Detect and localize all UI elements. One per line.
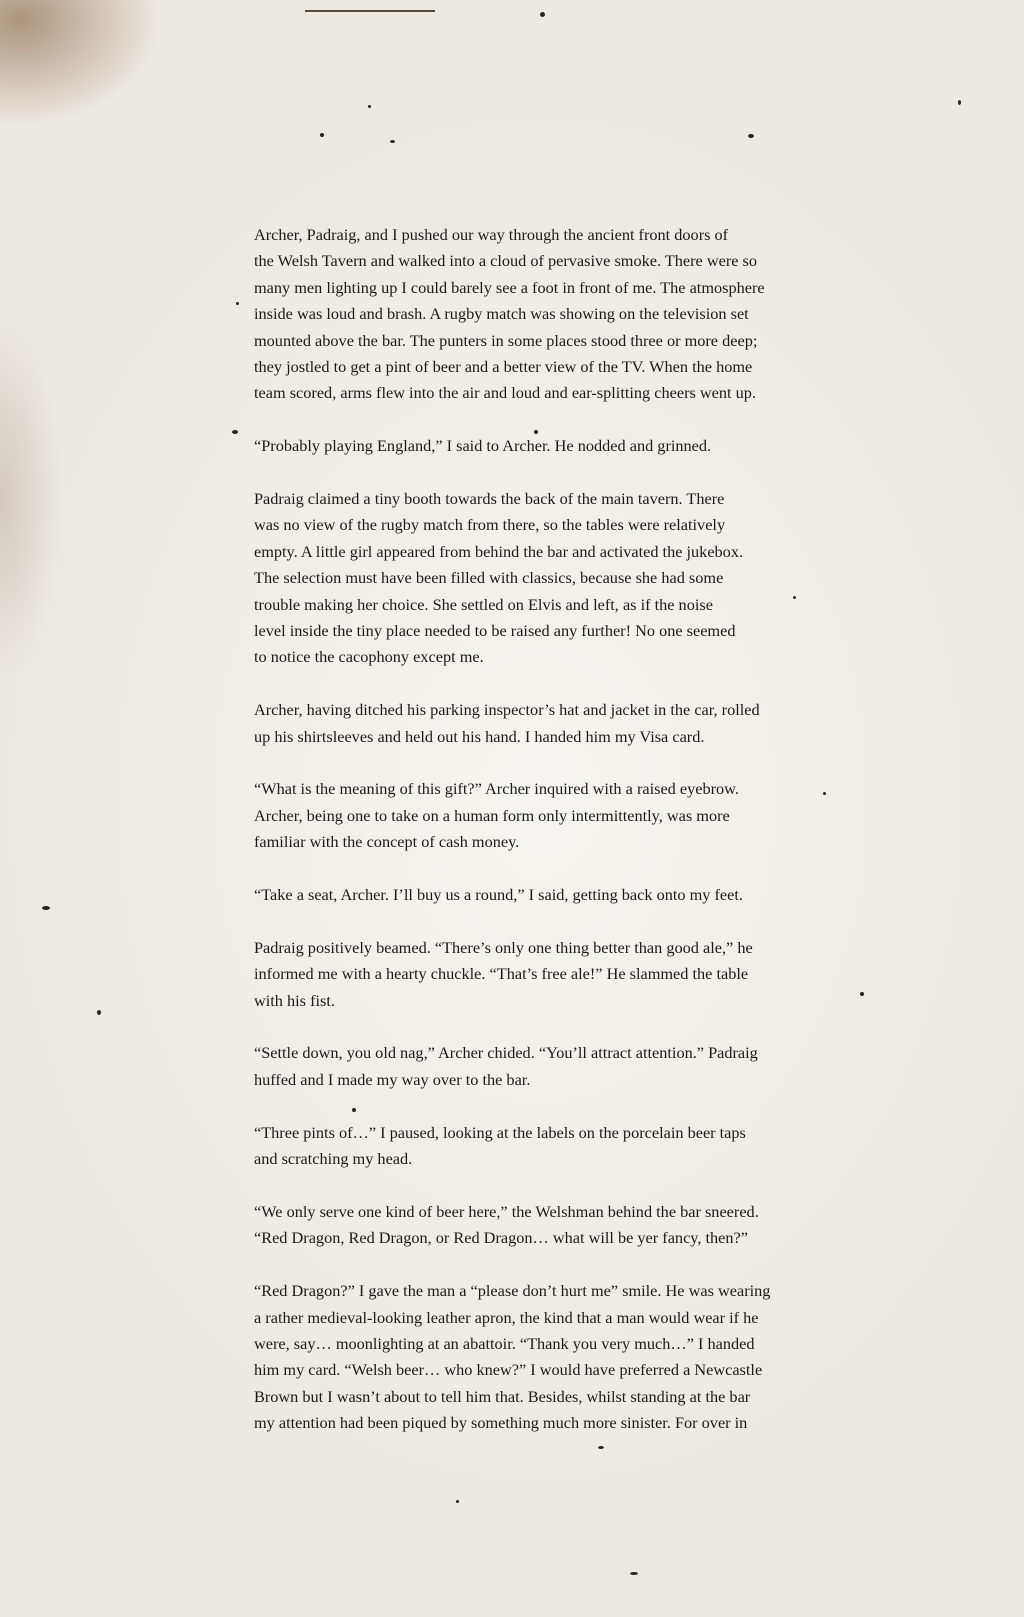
ink-speck [236,302,239,305]
paragraph: “Red Dragon?” I gave the man a “please don’t hurt me” smile. He was wearing a rather medieval-looking leather apron, the kind that a man would wear if he were, say… moonlighting at an abattoir. “Thank you very much…” I handed him my card. “Welsh beer… who knew?” I would have preferred a Newcastle Brown but I wasn’t about to tell him that. Besides, whilst standing at the bar my attention had been piqued by something much more sinister. For over in [254,1281,771,1433]
decorative-rule [305,10,435,12]
paragraph: “We only serve one kind of beer here,” the Welshman behind the bar sneered. “Red Dragon, Red Dragon, or Red Dragon… what will be yer fancy, then?” [254,1201,759,1248]
ink-speck [456,1500,459,1503]
ink-speck [42,906,50,910]
paragraph: “Probably playing England,” I said to Archer. He nodded and grinned. [254,436,712,456]
paragraph: “What is the meaning of this gift?” Archer inquired with a raised eyebrow. Archer, being one to take on a human form only intermittently, was more familiar with the concept of cash money. [254,779,739,852]
ink-speck [748,134,754,138]
paragraph: Padraig claimed a tiny booth towards the back of the main tavern. There was no view of the rugby match from there, so the tables were relatively empty. A little girl appeared from behind the bar and activated the jukebox. The selection must have been filled with classics, because she had some trouble making her choice. She settled on Elvis and left, as if the noise level inside the tiny place needed to be raised any further! No one seemed to notice the cacophony except me. [254,489,744,667]
page-body-text [254,222,829,1463]
ink-speck [320,133,324,137]
ink-speck [540,12,545,17]
paragraph: Padraig positively beamed. “There’s only one thing better than good ale,” he informed me with a hearty chuckle. “That’s free ale!” He slammed the table with his fist. [254,937,753,1010]
paragraph: “Settle down, you old nag,” Archer chided. “You’ll attract attention.” Padraig huffed and I made my way over to the bar. [254,1043,758,1089]
paragraph: Archer, Padraig, and I pushed our way through the ancient front doors of the Welsh Tavern and walked into a cloud of pervasive smoke. There were so many men lighting up I could barely see a foot in front of me. The atmosphere inside was loud and brash. A rugby match was showing on the television set mounted above the bar. The punters in some places stood three or more deep; they jostled to get a pint of beer and a better view of the TV. When the home team scored, arms flew into the air and loud and ear-splitting cheers went up. [254,225,765,403]
paragraph: “Take a seat, Archer. I’ll buy us a round,” I said, getting back onto my feet. [254,885,743,905]
ink-speck [390,140,395,143]
ink-speck [97,1010,101,1015]
paragraph: Archer, having ditched his parking inspector’s hat and jacket in the car, rolled up his shirtsleeves and held out his hand. I handed him my Visa card. [254,700,760,746]
ink-speck [630,1572,638,1575]
ink-speck [860,992,864,996]
ink-speck [958,100,961,105]
ink-speck [368,105,371,108]
ink-speck [232,430,238,434]
paragraph: “Three pints of…” I paused, looking at the labels on the porcelain beer taps and scratching my head. [254,1122,746,1169]
